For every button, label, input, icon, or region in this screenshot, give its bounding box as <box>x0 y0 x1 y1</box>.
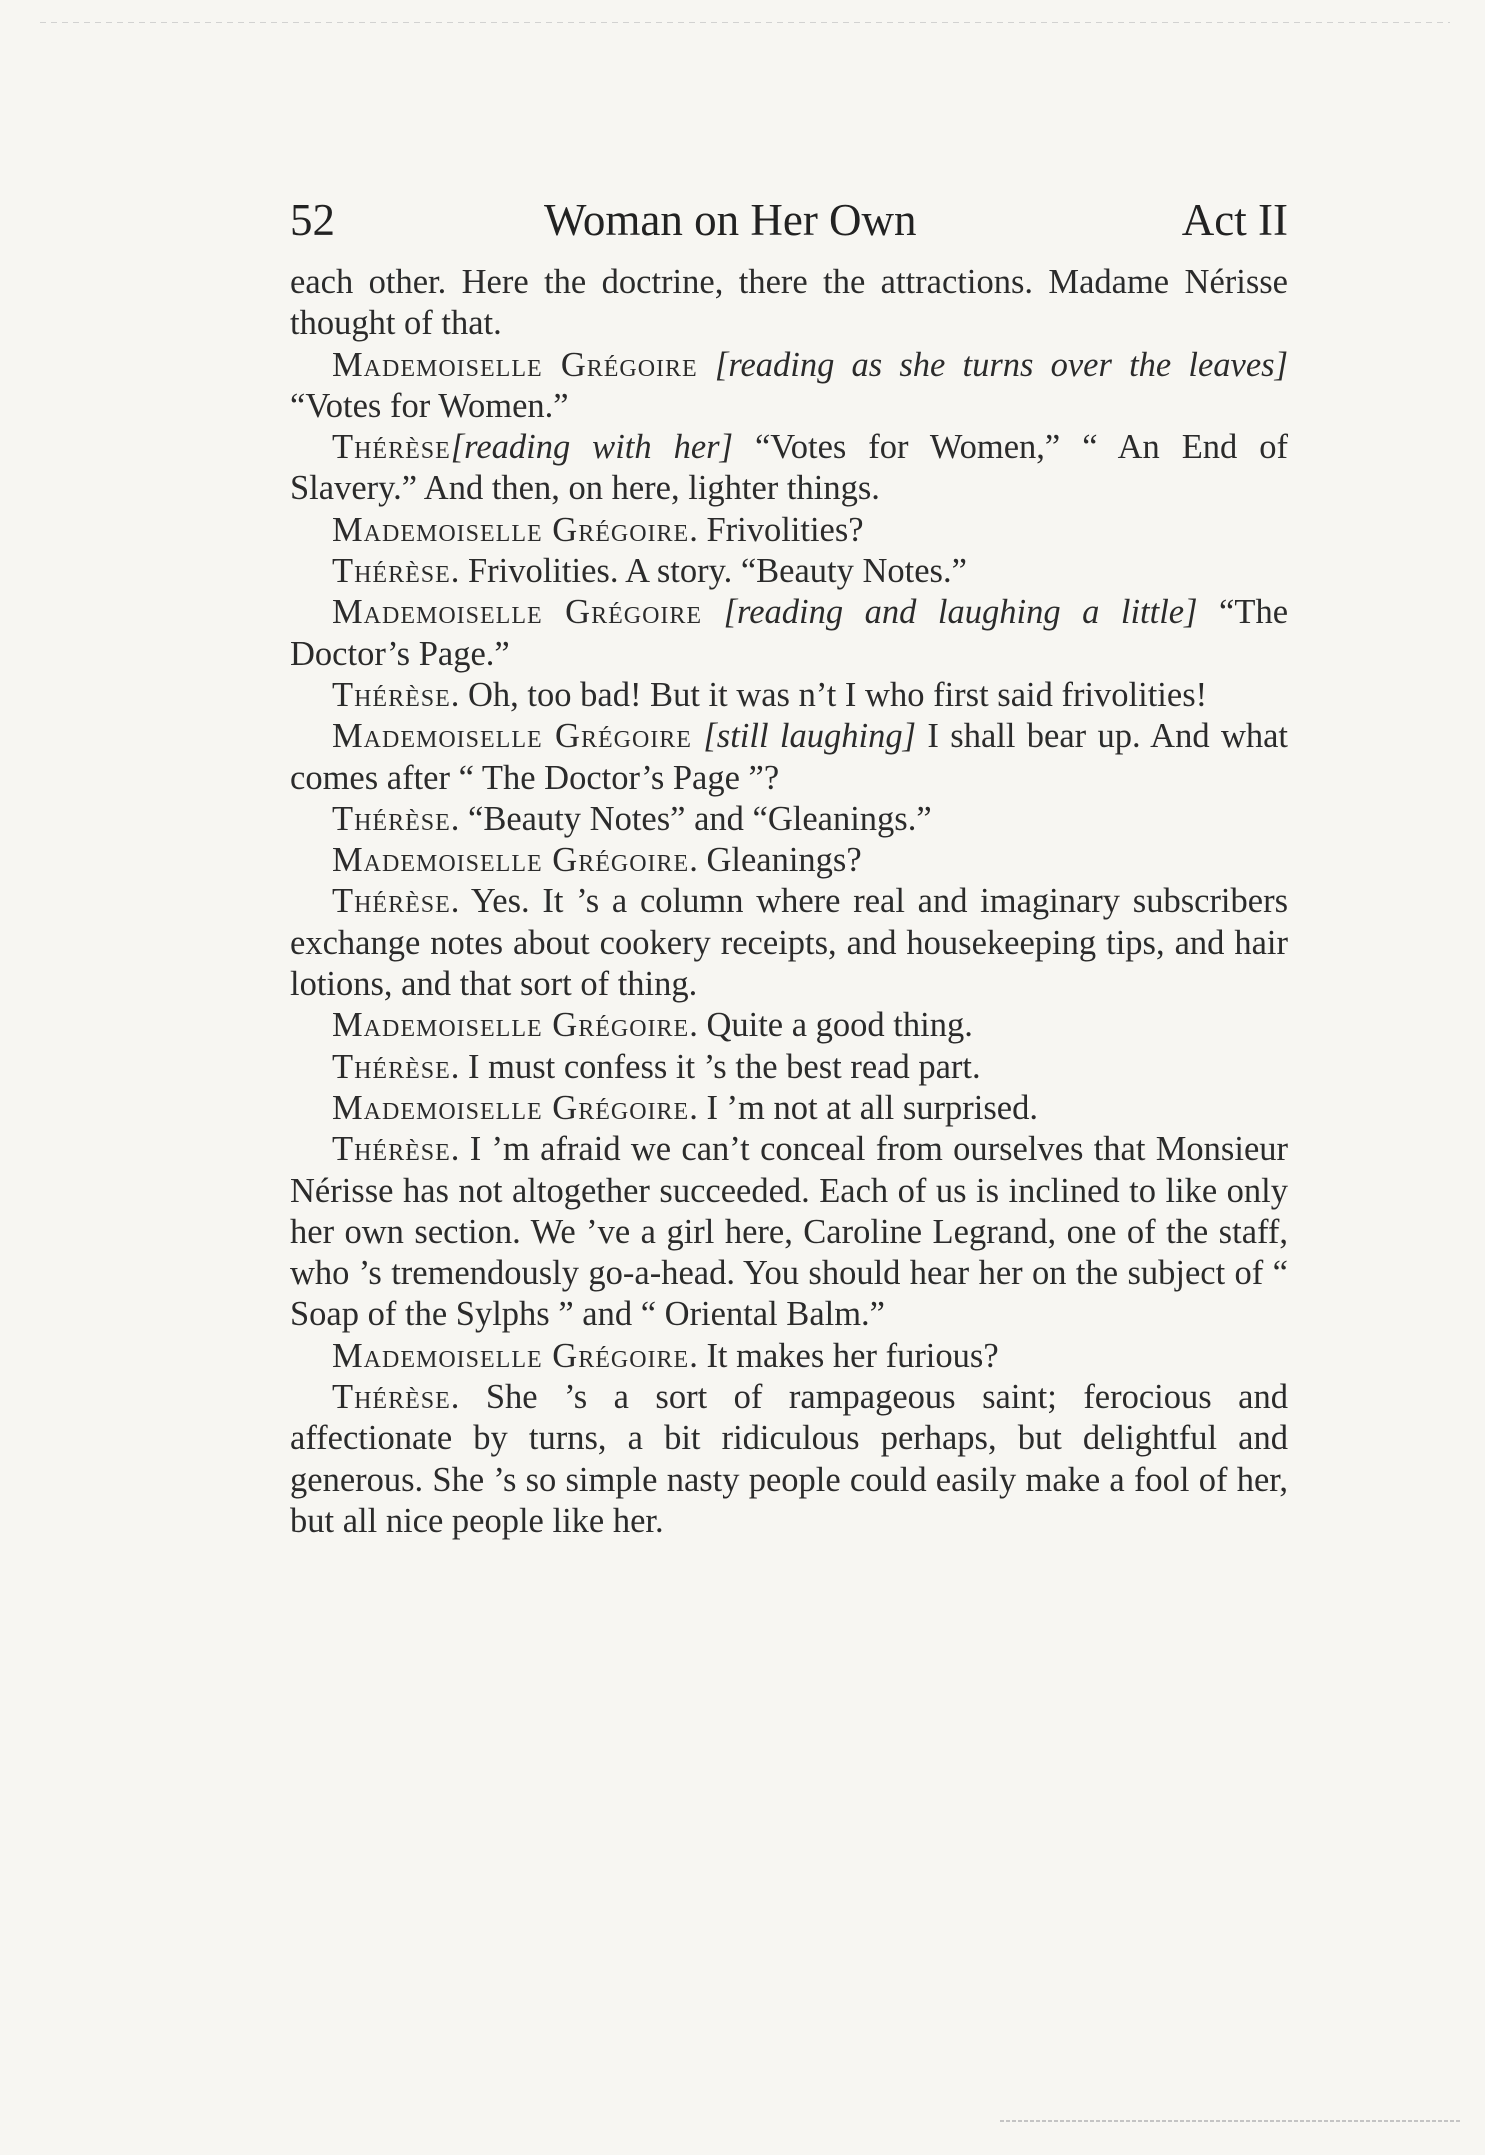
speech-paragraph <box>290 427 1288 510</box>
stage-direction: [still laughing] <box>703 717 917 756</box>
stage-direction: [reading with her] <box>450 428 733 467</box>
page-number: 52 <box>290 195 335 245</box>
speech-paragraph: Mademoiselle Grégoire. I ’m not at all surprised. <box>332 1088 1038 1127</box>
stage-direction: [reading and laughing a little] <box>723 593 1198 632</box>
speech-paragraph: Mademoiselle Grégoire. It makes her furious? <box>332 1336 999 1375</box>
scan-artifact-top <box>40 22 1450 23</box>
speaker-name: Mademoiselle Grégoire <box>332 841 690 880</box>
speech-text: It makes her furious? <box>697 1336 999 1375</box>
book-page <box>290 190 1288 1542</box>
speech-text: Frivolities. A story. “Beauty Notes.” <box>459 552 967 591</box>
speech-paragraph: Thérèse. I ’m afraid we can’t conceal from ourselves that Monsieur Nérisse has not altogether succeeded. Each of us is inclined to like only her own section. We ’ve a girl here, Caroline Legrand, one of the staff, who ’s tremendously go-a-head. You should hear her on the subject of “ Soap of the Sylphs ” and “ Oriental Balm.” <box>290 1130 1288 1334</box>
scan-artifact-bottom <box>1000 2120 1460 2122</box>
speaker-name: Thérèse <box>332 799 451 838</box>
speech-text: I ’m not at all surprised. <box>697 1088 1038 1127</box>
speech-paragraph: Thérèse. She ’s a sort of rampageous saint; ferocious and affectionate by turns, a bit ridiculous perhaps, but delightful and generous. She ’s so simple nasty people could easily make a fool of her, but all nice people like her. <box>290 1378 1288 1540</box>
speech-paragraph <box>290 345 1288 428</box>
paragraph <box>290 262 1288 345</box>
stage-direction: [reading as she turns over the leaves] <box>714 345 1289 384</box>
speaker-name: Mademoiselle Grégoire <box>332 1336 690 1375</box>
speaker-name: Thérèse <box>332 1378 451 1417</box>
speaker-name: Thérèse <box>332 1130 451 1169</box>
speech-paragraph: Mademoiselle Grégoire. Gleanings? <box>332 841 862 880</box>
speaker-name: Mademoiselle Grégoire <box>332 1006 690 1045</box>
speech-paragraph: Mademoiselle Grégoire. Quite a good thing. <box>332 1006 973 1045</box>
speech-text: Frivolities? <box>697 510 864 549</box>
speech-text: I ’m afraid we can’t conceal from ourselves that Monsieur Nérisse has not altogether succeeded. Each of us is inclined to like only her own section. We ’ve a girl here, Caroline Legrand, one of the staff, who ’s tremendously go-a-head. You should hear her on the subject of “ Soap of the Sylphs ” and “ Oriental Balm.” <box>290 1130 1288 1334</box>
speech-text: “Votes for Women.” <box>290 386 569 425</box>
speech-text: Gleanings? <box>697 841 862 880</box>
speech-paragraph: Thérèse. Frivolities. A story. “Beauty Notes.” <box>332 552 967 591</box>
speaker-name: Thérèse <box>332 675 451 714</box>
speech-text: Oh, too bad! But it was n’t I who first said frivolities! <box>459 675 1208 714</box>
speech-paragraph <box>290 716 1288 799</box>
speech-paragraph: Thérèse. Oh, too bad! But it was n’t I who first said frivolities! <box>332 675 1208 714</box>
speaker-name: Thérèse <box>332 882 451 921</box>
speaker-name: Thérèse <box>332 1047 451 1086</box>
speaker-name: Mademoiselle Grégoire <box>332 510 690 549</box>
speech-paragraph: Thérèse. “Beauty Notes” and “Gleanings.” <box>332 799 932 838</box>
speech-paragraph: Mademoiselle Grégoire. Frivolities? <box>332 510 864 549</box>
speech-text: each other. Here the doctrine, there the attractions. Madame Nérisse thought of that. <box>290 263 1288 343</box>
play-text <box>290 262 1288 1542</box>
speech-paragraph <box>290 592 1288 675</box>
speaker-name: Thérèse <box>332 428 451 467</box>
speech-paragraph: Thérèse. I must confess it ’s the best read part. <box>332 1047 981 1086</box>
speech-text: I must confess it ’s the best read part. <box>459 1047 981 1086</box>
speaker-name: Mademoiselle Grégoire <box>332 1088 690 1127</box>
speech-text: I shall bear up. And what comes after “ The Doctor’s Page ”? <box>290 717 1289 797</box>
speech-text: Quite a good thing. <box>697 1006 973 1045</box>
speech-text: “The Doctor’s Page.” <box>290 593 1289 673</box>
speaker-name: Mademoiselle Grégoire <box>332 717 692 756</box>
speaker-name: Thérèse <box>332 552 451 591</box>
speaker-name: Mademoiselle Grégoire <box>332 593 703 632</box>
speech-text: She ’s a sort of rampageous saint; ferocious and affectionate by turns, a bit ridiculous perhaps, but delightful and generous. She ’s so simple nasty people could easily make a fool of her, but all nice people like her. <box>290 1378 1288 1540</box>
speech-text: Yes. It ’s a column where real and imaginary subscribers exchange notes about cookery receipts, and housekeeping tips, and hair lotions, and that sort of thing. <box>290 882 1288 1004</box>
speech-paragraph: Thérèse. Yes. It ’s a column where real and imaginary subscribers exchange notes about cookery receipts, and housekeeping tips, and hair lotions, and that sort of thing. <box>290 882 1288 1004</box>
act-label: Act II <box>1181 195 1288 245</box>
speaker-name: Mademoiselle Grégoire <box>332 345 698 384</box>
speech-text: “Votes for Women,” “ An End of Slavery.” And then, on here, lighter things. <box>290 428 1288 508</box>
speech-text: “Beauty Notes” and “Gleanings.” <box>459 799 932 838</box>
book-title: Woman on Her Own <box>544 195 917 245</box>
running-header <box>290 190 1288 250</box>
